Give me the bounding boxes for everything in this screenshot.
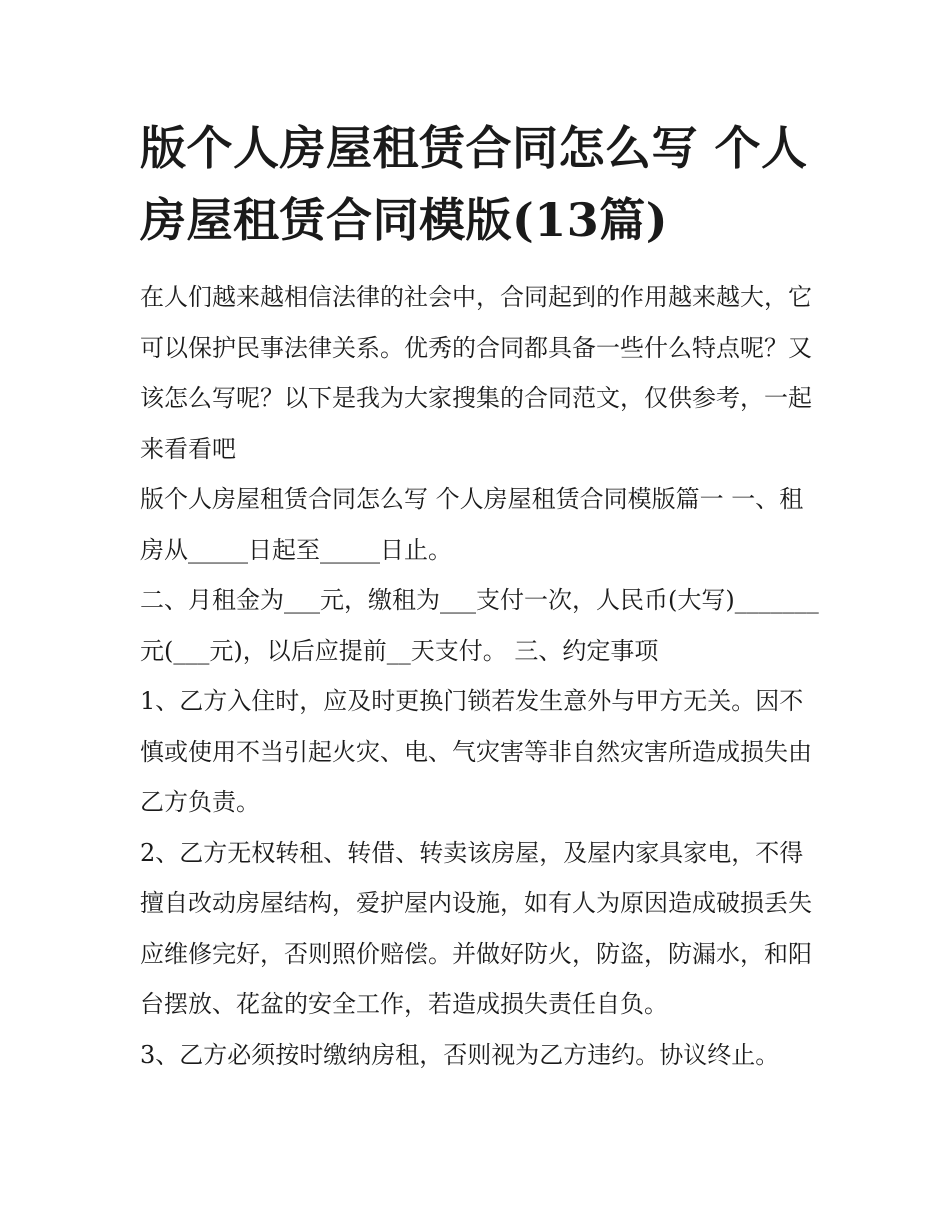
rent-terms-paragraph: 二、月租金为___元，缴租为___支付一次，人民币(大写)_______元(___元)，以后应提前__天支付。 三、约定事项 (140, 586, 819, 665)
document-body (140, 112, 820, 1080)
document-title: 版个人房屋租赁合同怎么写 个人房屋租赁合同模版(13篇) (140, 121, 808, 247)
clause-3-paragraph: 3、乙方必须按时缴纳房租，否则视为乙方违约。协议终止。 (140, 1040, 780, 1069)
section-one-paragraph: 版个人房屋租赁合同怎么写 个人房屋租赁合同模版篇一 一、租房从_____日起至_____日止。 (140, 485, 804, 564)
clause-1-paragraph: 1、乙方入住时，应及时更换门锁若发生意外与甲方无关。因不慎或使用不当引起火灾、电、气灾害等非自然灾害所造成损失由乙方负责。 (140, 687, 812, 816)
intro-paragraph: 在人们越来越相信法律的社会中，合同起到的作用越来越大，它可以保护民事法律关系。优秀的合同都具备一些什么特点呢？又该怎么写呢？以下是我为大家搜集的合同范文，仅供参考，一起来看看吧 (140, 283, 812, 463)
clause-2-paragraph: 2、乙方无权转租、转借、转卖该房屋，及屋内家具家电，不得擅自改动房屋结构，爱护屋内设施，如有人为原因造成破损丢失应维修完好，否则照价赔偿。并做好防火，防盗，防漏水，和阳台摆放、花盆的安全工作，若造成损失责任自负。 (140, 838, 812, 1018)
